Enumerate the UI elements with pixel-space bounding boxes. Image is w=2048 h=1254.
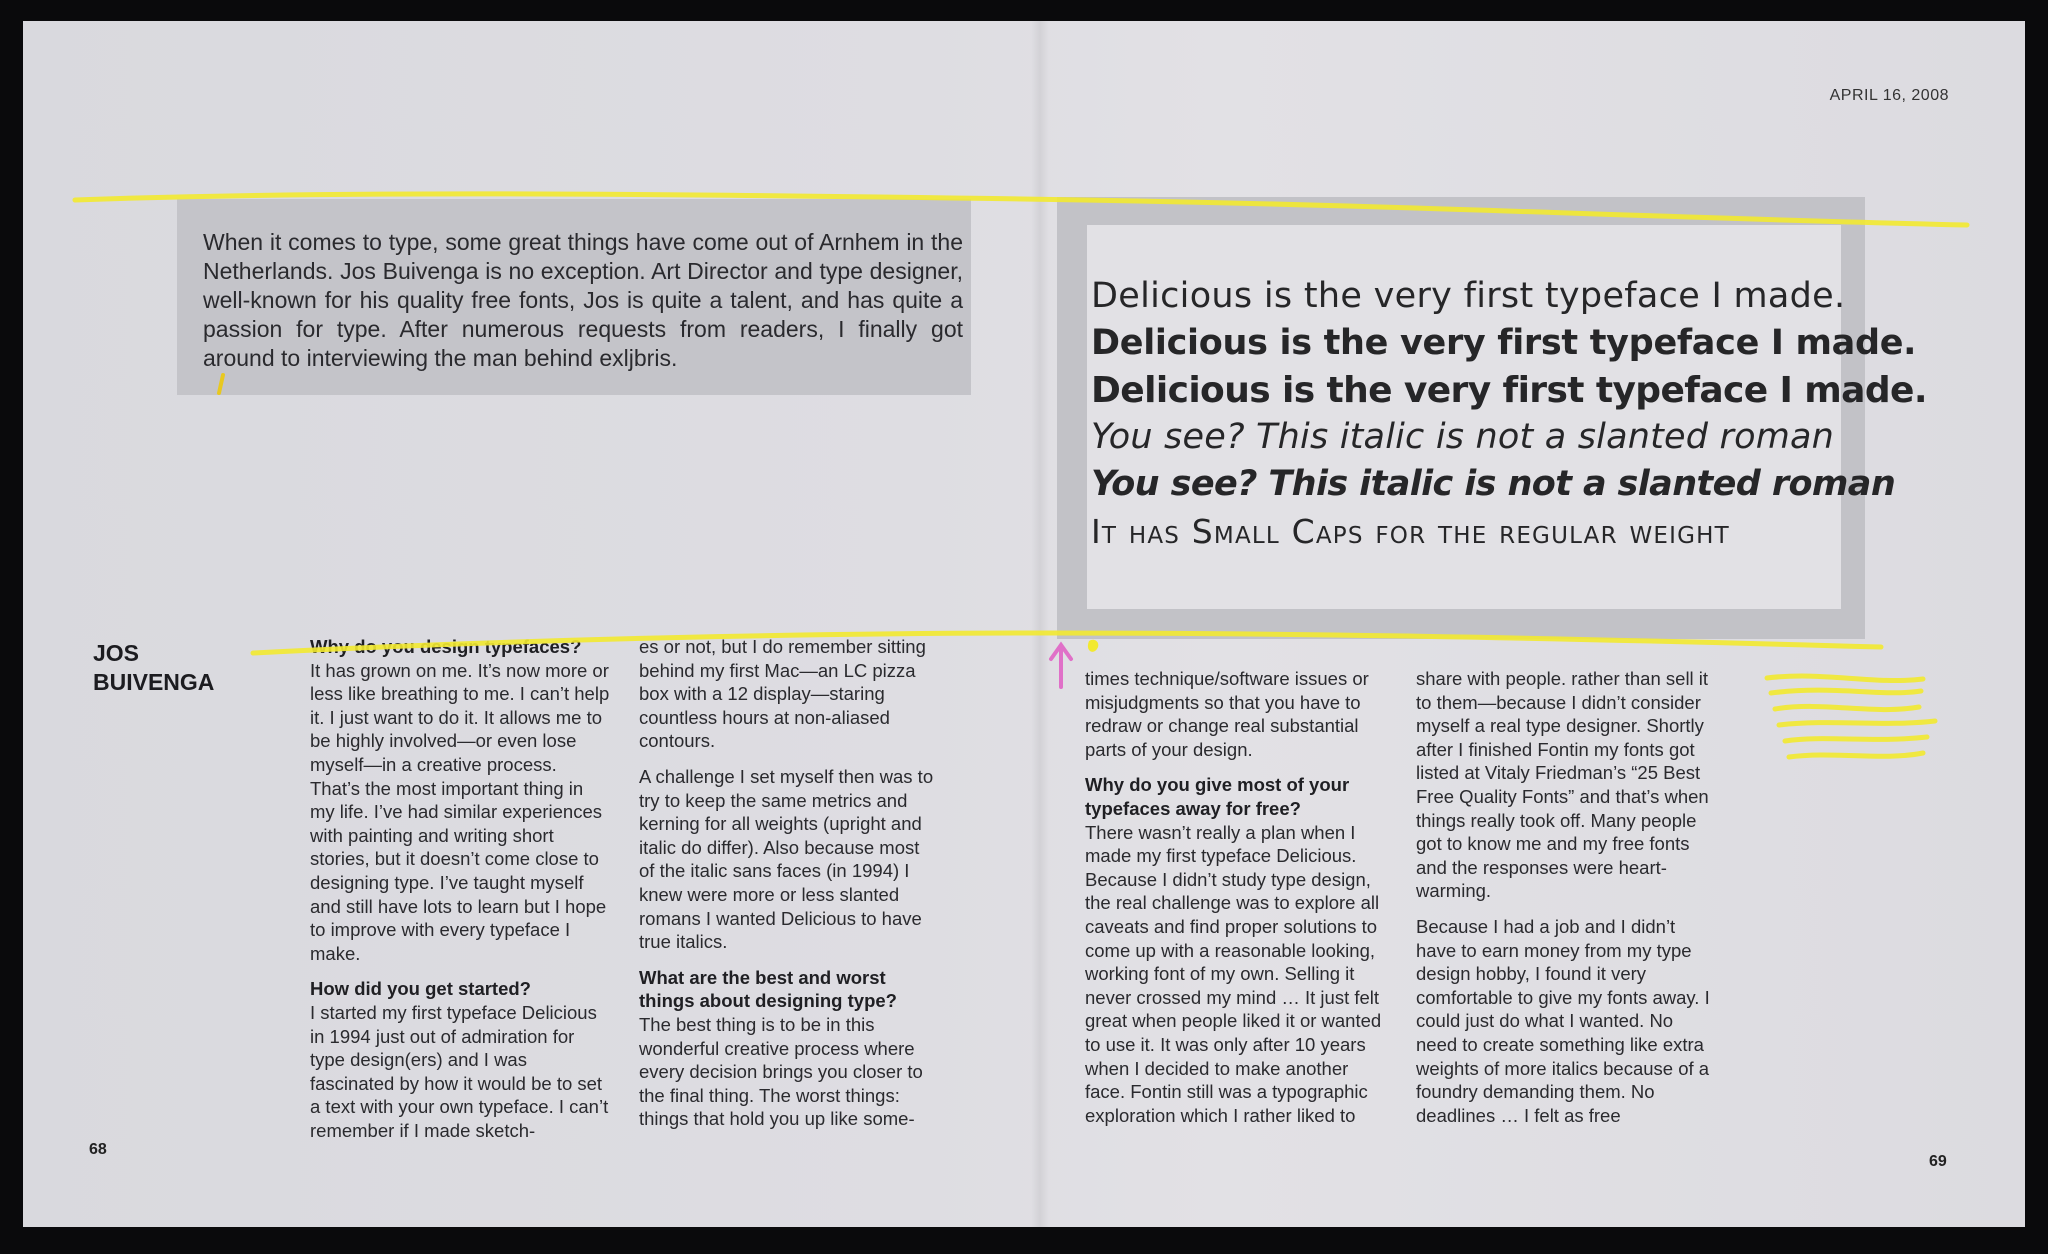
author-first-name: JOS: [93, 640, 140, 666]
page-number-left: 68: [89, 1141, 107, 1158]
question-heading: Why do you give most of your typefaces away for free?: [1085, 774, 1350, 819]
question-heading: How did you get started?: [310, 978, 531, 1000]
body-paragraph: es or not, but I do remember sitting behind my first Mac—an LC pizza box with a 12 display—staring countless hours at non-aliased contours.: [639, 636, 926, 752]
body-paragraph: A challenge I set myself then was to try to keep the same metrics and kerning for all weights (upright and italic do differ). Also because most of the italic sans faces (in 1994) I knew were more or less slanted romans I wanted Delicious to have true italics.: [639, 765, 934, 953]
author-name: [93, 639, 214, 697]
question-heading: What are the best and worst things about designing type?: [639, 966, 897, 1012]
intro-text: When it comes to type, some great things have come out of Arnhem in the Netherlands. Jos Buivenga is no exception. Art Director and type designer, well-known for his quality free fonts, Jos is quite a talent, and has quite a passion for type. After numerous requests from readers, I finally got around to interviewing the man behind exljbris.: [203, 229, 963, 371]
body-paragraph: share with people. rather than sell it to them—because I didn’t consider myself a real type designer. Shortly after I finished Fontin my fonts got listed at Vitaly Friedman’s “25 Best Free Quality Fonts” and that’s when things really took off. Many people got to know me and my free fonts and the responses were heart-warming.: [1416, 668, 1709, 902]
article-column-4: [1416, 667, 1716, 1139]
specimen-bold-italic: You see? This italic is not a slanted roman: [1091, 464, 1896, 504]
page-fold: [1031, 21, 1049, 1227]
answer-paragraph: The best thing is to be in this wonderful creative process where every decision brings you closer to the final thing. The worst things: things that hold you up like some-: [639, 1013, 923, 1130]
answer-paragraph: I started my first typeface Delicious in 1994 just out of admiration for type design(ers) and I was fascinated by how it would be to set a text with your own typeface. I can’t remember if I made sketch-: [310, 1001, 609, 1141]
specimen-italic: You see? This italic is not a slanted roman: [1091, 417, 1835, 457]
author-last-name: BUIVENGA: [93, 669, 215, 695]
page-number-right: 69: [1929, 1153, 1947, 1170]
pink-arrow-mark: [1051, 645, 1071, 687]
highlighter-scribble: [1767, 676, 1935, 757]
magazine-spread: [23, 21, 2025, 1227]
answer-paragraph: There wasn’t really a plan when I made my first typeface Delicious. Because I didn’t study type design, the real challenge was to explore all caveats and find proper solutions to come up with a reasonable looking, working font of my own. Selling it never crossed my mind … It just felt great when people liked it or wanted to use it. It was only after 10 years when I decided to make another face. Fontin still was a typographic exploration which I rather liked to: [1085, 821, 1382, 1126]
specimen-small-caps: It has Small Caps for the regular weight: [1091, 512, 1730, 551]
article-column-2: [639, 635, 939, 1143]
type-specimen: [1091, 273, 1927, 555]
specimen-bold: Delicious is the very first typeface I made.: [1091, 323, 1917, 363]
issue-date: APRIL 16, 2008: [1829, 87, 1949, 104]
article-column-1: [310, 635, 610, 1154]
body-paragraph: Because I had a job and I didn’t have to earn money from my type design hobby, I found it very comfortable to give my fonts away. I could just do what I wanted. No need to create something like extra weights of more italics because of a foundry demanding them. No deadlines … I felt as free: [1416, 915, 1710, 1126]
answer-paragraph: It has grown on me. It’s now more or less like breathing to me. I can’t help it. I just want to do it. It allows me to be highly involved—or even lose myself—in a creative process. That’s the most important thing in my life. I’ve had similar experiences with painting and writing short stories, but it doesn’t come close to designing type. I’ve taught myself and still have lots to learn but I hope to improve with every typeface I make.: [310, 659, 610, 964]
specimen-heavy: Delicious is the very first typeface I made.: [1091, 370, 1927, 411]
question-heading: Why do you design typefaces?: [310, 636, 582, 657]
article-column-3: [1085, 667, 1385, 1139]
specimen-regular: Delicious is the very first typeface I made.: [1091, 276, 1846, 316]
body-paragraph: times technique/software issues or misjudgments so that you have to redraw or change real substantial parts of your design.: [1085, 668, 1369, 760]
highlighter-dot: [1088, 640, 1098, 652]
